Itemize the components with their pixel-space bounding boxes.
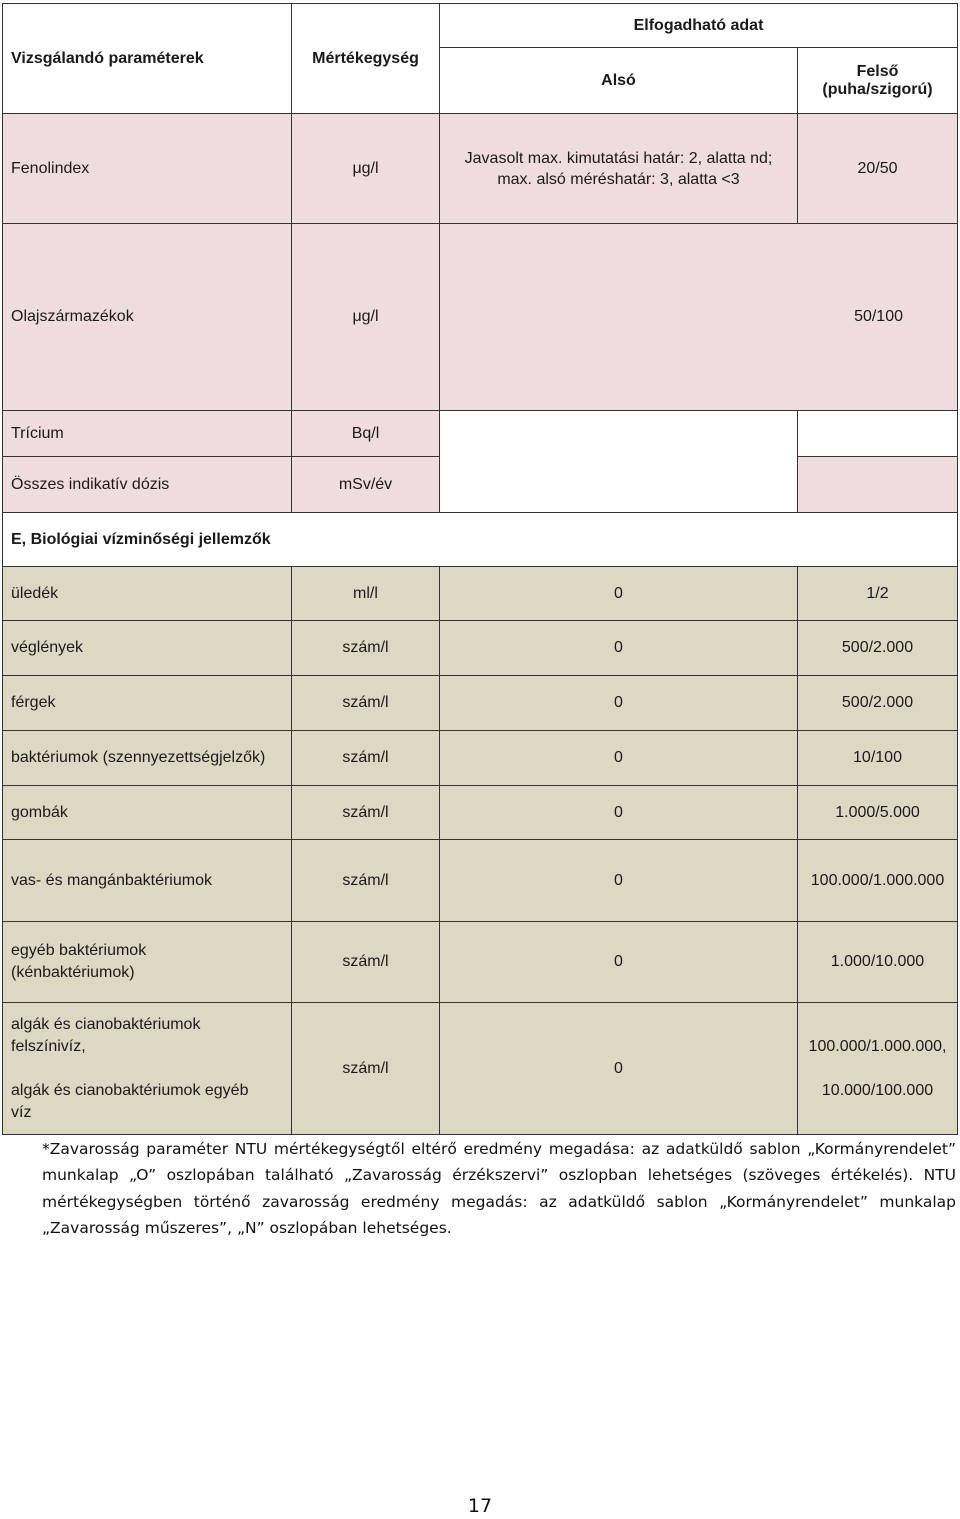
param-name: Fenolindex	[3, 114, 292, 224]
header-param: Vizsgálandó paraméterek	[3, 4, 292, 114]
param-unit: szám/l	[292, 922, 440, 1003]
header-upper: Felső (puha/szigorú)	[798, 48, 958, 114]
param-lower: 0	[440, 840, 798, 922]
parameter-table	[2, 3, 958, 1135]
table-row	[3, 922, 958, 1003]
param-name: férgek	[3, 676, 292, 731]
param-upper: 50/100	[440, 224, 958, 411]
param-name: véglények	[3, 621, 292, 676]
header-row-1	[3, 4, 958, 48]
param-upper: 1/2	[798, 567, 958, 621]
page-number: 17	[467, 1495, 493, 1517]
param-upper	[798, 457, 958, 513]
param-upper: 500/2.000	[798, 621, 958, 676]
param-lower: 0	[440, 922, 798, 1003]
table-row	[3, 731, 958, 786]
table-row	[3, 786, 958, 840]
param-name: gombák	[3, 786, 292, 840]
table-row	[3, 676, 958, 731]
section-row	[3, 513, 958, 567]
param-lower: 0	[440, 567, 798, 621]
param-unit: μg/l	[292, 114, 440, 224]
param-lower	[440, 411, 798, 513]
param-name: Trícium	[3, 411, 292, 457]
param-unit: mSv/év	[292, 457, 440, 513]
param-name: üledék	[3, 567, 292, 621]
param-unit: μg/l	[292, 224, 440, 411]
param-upper: 1.000/10.000	[798, 922, 958, 1003]
param-unit: szám/l	[292, 1003, 440, 1135]
table-row	[3, 224, 958, 411]
table-row	[3, 621, 958, 676]
param-lower: 0	[440, 621, 798, 676]
param-name: algák és cianobaktériumok felszínivíz, algák és cianobaktériumok egyéb víz	[3, 1003, 292, 1135]
param-name: Összes indikatív dózis	[3, 457, 292, 513]
param-unit: szám/l	[292, 786, 440, 840]
param-unit: szám/l	[292, 676, 440, 731]
param-lower: 0	[440, 786, 798, 840]
param-unit: Bq/l	[292, 411, 440, 457]
param-lower: 0	[440, 676, 798, 731]
param-name: egyéb baktériumok (kénbaktériumok)	[3, 922, 292, 1003]
param-upper: 100.000/1.000.000, 10.000/100.000	[798, 1003, 958, 1135]
param-lower: Javasolt max. kimutatási határ: 2, alatta nd; max. alsó méréshatár: 3, alatta <3	[440, 114, 798, 224]
param-unit: szám/l	[292, 731, 440, 786]
param-upper	[798, 411, 958, 457]
table-row	[3, 567, 958, 621]
param-upper: 1.000/5.000	[798, 786, 958, 840]
param-lower: 0	[440, 1003, 798, 1135]
param-unit: szám/l	[292, 840, 440, 922]
param-upper: 20/50	[798, 114, 958, 224]
param-upper: 10/100	[798, 731, 958, 786]
header-accepted: Elfogadható adat	[440, 4, 958, 48]
header-unit: Mértékegység	[292, 4, 440, 114]
param-name: baktériumok (szennyezettségjelzők)	[3, 731, 292, 786]
table-row	[3, 1003, 958, 1135]
param-upper: 500/2.000	[798, 676, 958, 731]
param-upper: 100.000/1.000.000	[798, 840, 958, 922]
param-name: vas- és mangánbaktériumok	[3, 840, 292, 922]
param-name: Olajszármazékok	[3, 224, 292, 411]
param-lower: 0	[440, 731, 798, 786]
footnote: *Zavarosság paraméter NTU mértékegységtől eltérő eredmény megadása: az adatküldő sablon „Kormányrendelet” munkalap „O” oszlopában található „Zavarosság érzékszervi” oszlopban lehetséges (szöveges értékelés). NTU mértékegységben történő zavarosság eredmény megadás: az adatküldő sablon „Kormányrendelet” munkalap „Zavarosság műszeres”, „N” oszlopában lehetséges.	[42, 1140, 956, 1237]
section-title: E, Biológiai vízminőségi jellemzők	[3, 513, 958, 567]
table-row	[3, 114, 958, 224]
param-unit: ml/l	[292, 567, 440, 621]
param-unit: szám/l	[292, 621, 440, 676]
table-row	[3, 411, 958, 457]
header-lower: Alsó	[440, 48, 798, 114]
table-row	[3, 840, 958, 922]
